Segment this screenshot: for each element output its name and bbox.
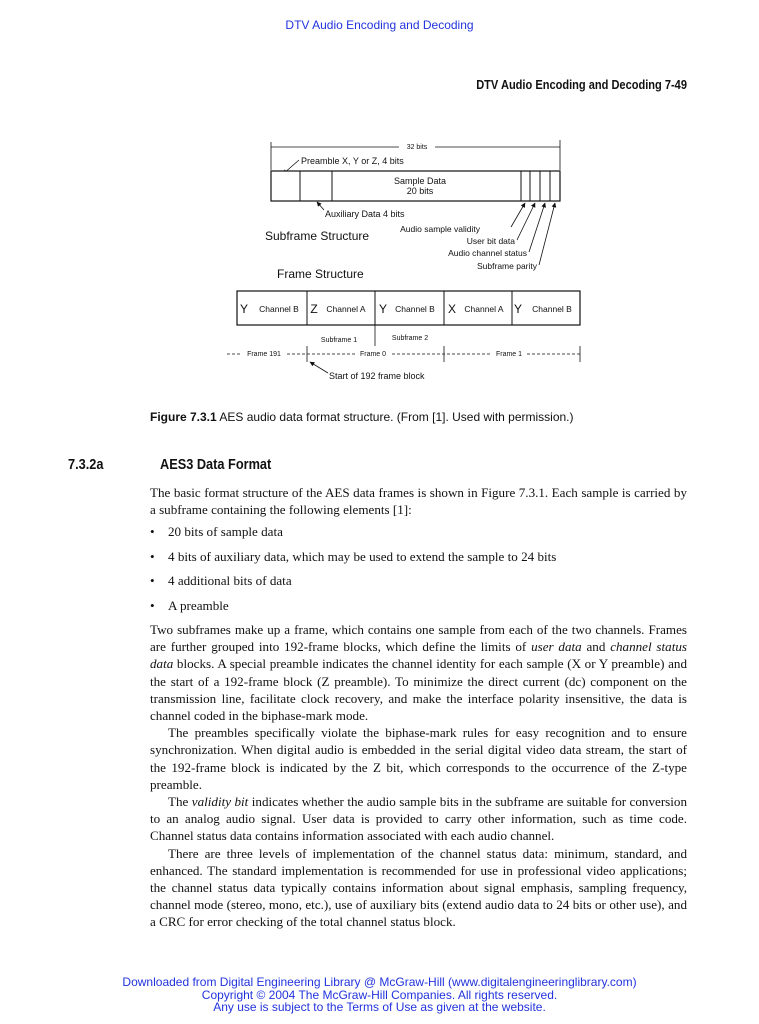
cell-letter-1: Y bbox=[239, 302, 249, 316]
bits-label: 32 bits bbox=[406, 144, 428, 151]
caption-label: Figure 7.3.1 bbox=[150, 410, 217, 424]
p3-em-validity-bit: validity bit bbox=[191, 794, 249, 809]
paragraph-preambles: The preambles specifically violate the biphase-mark rules for easy recognition and to ensure synchronization. When digital audio is embedded in the serial digital video data stream, the start of the 192-frame block is indicated by the Z bit, which corresponds to the occurrence of the Z-type preamble. bbox=[150, 725, 687, 792]
running-head: DTV Audio Encoding and Decoding 7-49 bbox=[476, 77, 687, 92]
subframe2-label: Subframe 2 bbox=[391, 335, 429, 342]
channel-status-label: Audio channel status bbox=[448, 248, 527, 258]
p1-em-channel-status: channel status data bbox=[150, 639, 687, 672]
cell-letter-5: Y bbox=[513, 302, 523, 316]
cell-channel-1: Channel B bbox=[259, 304, 299, 314]
frame0-label: Frame 0 bbox=[359, 351, 387, 358]
figure-aes-format bbox=[225, 130, 595, 390]
frame191-label: Frame 191 bbox=[247, 351, 281, 358]
sample-data-label: Sample Data bbox=[393, 176, 447, 186]
body-text bbox=[150, 484, 687, 931]
cell-channel-4: Channel A bbox=[464, 304, 504, 314]
subframe-structure-label: Subframe Structure bbox=[265, 229, 370, 243]
frame-structure-label: Frame Structure bbox=[277, 267, 364, 281]
cell-letter-2: Z bbox=[310, 302, 318, 316]
paragraph-frames bbox=[150, 621, 687, 724]
p1-em-user-data: user data bbox=[531, 639, 582, 655]
section-number: 7.3.2a bbox=[68, 456, 104, 473]
list-item: • 20 bits of sample data bbox=[150, 523, 687, 540]
top-link[interactable]: DTV Audio Encoding and Decoding bbox=[285, 18, 474, 32]
p3-text-b: indicates whether the audio sample bits in the subframe are suitable for conversion to an analog audio signal. User data is provided to carry other information, such as time code. Channel status data contains information associated with each audio channel. bbox=[150, 794, 688, 844]
subframe1-label: Subframe 1 bbox=[320, 337, 358, 344]
list-item: • A preamble bbox=[150, 597, 687, 614]
parity-label: Subframe parity bbox=[477, 261, 537, 271]
cell-letter-4: X bbox=[447, 302, 457, 316]
p1-text-c: blocks. A special preamble indicates the channel identity for each sample (X or Y preamble) and the start of a 192-frame block (Z preamble). To minimize the direct current (dc) component on the transmission line, facilitate clock recovery, and make the interface polarity insensitive, the data is channel coded in the biphase-mark mode. bbox=[150, 656, 687, 723]
footer-line-2[interactable]: Copyright © 2004 The McGraw-Hill Companies. All rights reserved. bbox=[201, 987, 558, 1002]
p3-text-a: The bbox=[168, 794, 192, 809]
element-list bbox=[150, 523, 687, 613]
cell-channel-5: Channel B bbox=[532, 304, 572, 314]
sample-bits-label: 20 bits bbox=[406, 186, 434, 196]
section-title: AES3 Data Format bbox=[160, 456, 272, 473]
cell-channel-3: Channel B bbox=[395, 304, 435, 314]
list-item: • 4 bits of auxiliary data, which may be used to extend the sample to 24 bits bbox=[150, 548, 687, 565]
footer bbox=[0, 976, 759, 1014]
intro-paragraph: The basic format structure of the AES data frames is shown in Figure 7.3.1. Each sample is carried by a subframe containing the following elements [1]: bbox=[150, 485, 687, 518]
cell-channel-2: Channel A bbox=[326, 304, 366, 314]
footer-line-3[interactable]: Any use is subject to the Terms of Use as given at the website. bbox=[213, 1000, 546, 1014]
paragraph-levels: There are three levels of implementation of the channel status data: minimum, standard, and enhanced. The standard implementation is recommended for use in professional video applications; the channel status data typically contains information about signal emphasis, sampling frequency, channel mode (stereo, mono, etc.), use of auxiliary bits (extend audio data to 24 bits or other use), and a CRC for error checking of the total channel status block. bbox=[150, 845, 687, 930]
list-item: • 4 additional bits of data bbox=[150, 572, 687, 589]
frame1-label: Frame 1 bbox=[495, 351, 523, 358]
validity-label: Audio sample validity bbox=[400, 224, 480, 234]
cell-letter-3: Y bbox=[378, 302, 388, 316]
footer-line-1[interactable]: Downloaded from Digital Engineering Library @ McGraw-Hill (www.digitalengineeringlibrary.com) bbox=[122, 975, 637, 989]
p1-text-a: Two subframes make up a frame, which contains one sample from each of the two channels. Frames are further grouped into 192-frame blocks, which define the limits of bbox=[150, 621, 687, 655]
aes-diagram bbox=[225, 130, 595, 390]
paragraph-validity bbox=[150, 793, 687, 845]
figure-caption bbox=[150, 410, 574, 424]
preamble-label: Preamble X, Y or Z, 4 bits bbox=[301, 156, 404, 166]
p1-text-b: and bbox=[581, 639, 611, 655]
aux-label: Auxiliary Data 4 bits bbox=[325, 209, 405, 219]
start-block-label: Start of 192 frame block bbox=[329, 371, 425, 381]
user-bit-label: User bit data bbox=[466, 236, 515, 246]
caption-text: AES audio data format structure. (From [1]. Used with permission.) bbox=[216, 410, 574, 424]
